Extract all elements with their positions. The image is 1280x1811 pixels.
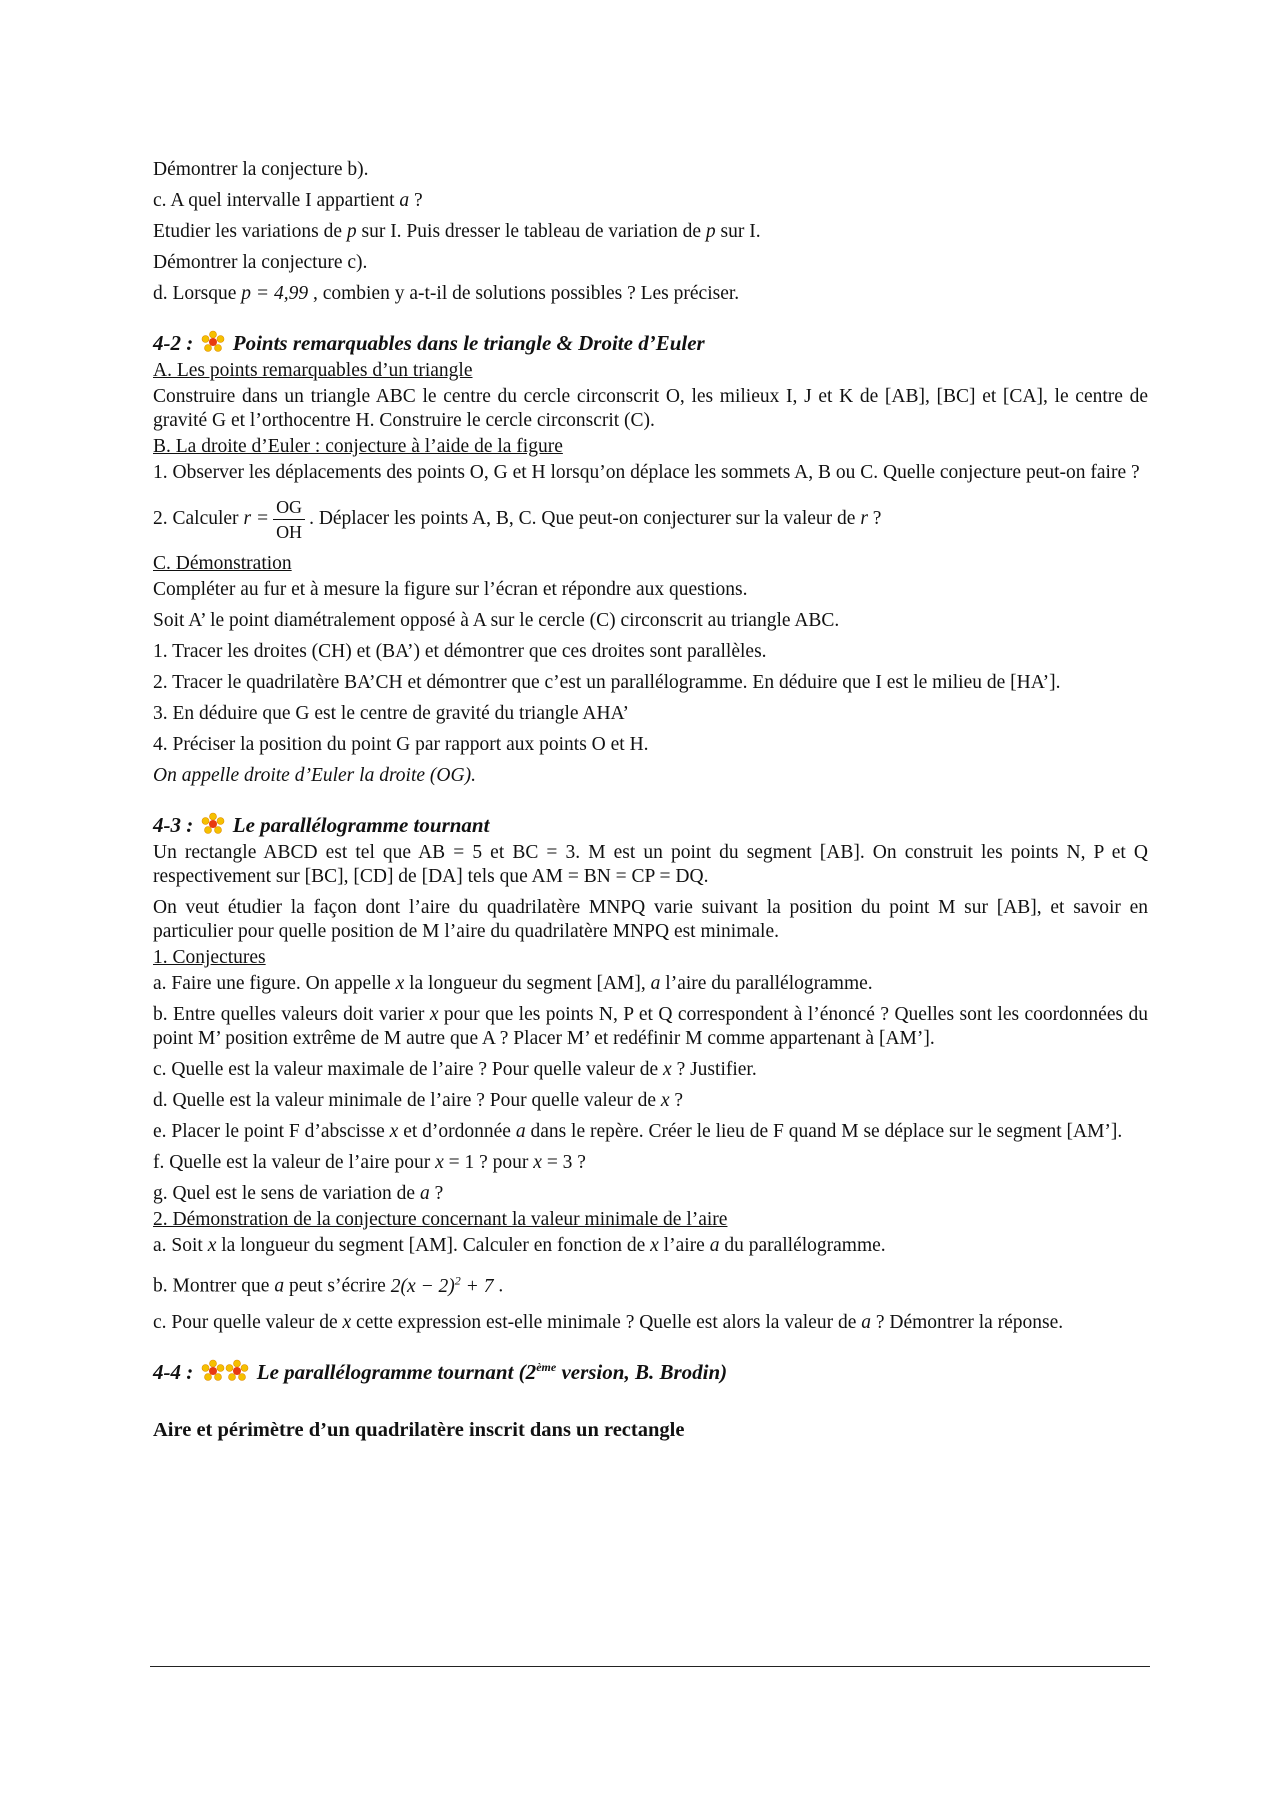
flower-icon [201, 1359, 225, 1383]
section-c-line-6: 4. Préciser la position du point G par rapport aux points O et H. [153, 734, 649, 755]
s43-paragraph-2: On veut étudier la façon dont l’aire du quadrilatère MNPQ varie suivant la position du point M sur [AB], et savoir en particulier pour quelle position de M l’aire du quadrilatère MNPQ est minimale. [153, 897, 1148, 942]
demo-item-b: b. Montrer que a peut s’écrire $2(x - 2)^2 + 7$ . [153, 1273, 504, 1297]
section-c-line-5: 3. En déduire que G est le centre de gravité du triangle AHA’ [153, 703, 629, 724]
fraction-og-oh: $\frac{OG}{OH}$ [273, 495, 305, 544]
section-c-line-1: Compléter au fur et à mesure la figure sur l’écran et répondre aux questions. [153, 579, 748, 600]
conjectures-title: 1. Conjectures [153, 947, 266, 968]
demo-item-a: a. Soit x la longueur du segment [AM]. Calculer en fonction de x l’aire a du parallélogramme. [153, 1235, 886, 1256]
section-c-line-3: 1. Tracer les droites (CH) et (BA’) et démontrer que ces droites sont parallèles. [153, 641, 767, 662]
flower-icon [201, 812, 225, 836]
document-page [153, 158, 1148, 1449]
section-a-text: Construire dans un triangle ABC le centre du cercle circonscrit O, les milieux I, J et K de [AB], [BC] et [CA], le centre de gravité G et l’orthocentre H. Construire le cercle circonscrit (C). [153, 386, 1148, 431]
conj-item-g: g. Quel est le sens de variation de a ? [153, 1183, 444, 1204]
demo-item-c: c. Pour quelle valeur de x cette expression est-elle minimale ? Quelle est alors la valeur de a ? Démontrer la réponse. [153, 1311, 1064, 1333]
top-line-4: Démontrer la conjecture c). [153, 252, 368, 273]
formula-p: p = 4,99 [241, 283, 309, 304]
top-line-5: d. Lorsque p = 4,99 , combien y a-t-il de solutions possibles ? Les préciser. [153, 283, 740, 304]
s43-paragraph-1: Un rectangle ABCD est tel que AB = 5 et BC = 3. M est un point du segment [AB]. On construit les points N, P et Q respectivement sur [BC], [CD] de [DA] tels que AM = BN = CP = DQ. [153, 842, 1148, 887]
section-b-item-2: 2. Calculer r = $\frac{OG}{OH}$ . Déplacer les points A, B, C. Que peut-on conjecturer sur la valeur de r ? [153, 497, 882, 542]
top-line-3: Etudier les variations de p sur I. Puis dresser le tableau de variation de p sur I. [153, 221, 761, 242]
section-a-title: A. Les points remarquables d’un triangle [153, 360, 473, 381]
section-c-title: C. Démonstration [153, 553, 292, 574]
section-4-4-heading: 4-4 : Le parallélogramme tournant (2ème version, B. Brodin) [153, 1359, 728, 1384]
conj-item-d: d. Quelle est la valeur minimale de l’aire ? Pour quelle valeur de x ? [153, 1090, 684, 1111]
flower-icon [201, 330, 225, 354]
top-line-2: c. A quel intervalle I appartient a ? [153, 190, 423, 211]
flower-icon [225, 1359, 249, 1383]
section-b-title: B. La droite d’Euler : conjecture à l’aide de la figure [153, 436, 563, 457]
conj-item-b: b. Entre quelles valeurs doit varier x pour que les points N, P et Q correspondent à l’énoncé ? Quelles sont les coordonnées du point M’ position extrême de M autre que A ? Placer M’ et redéfinir M comme appartenant à [AM’]. [153, 1004, 1148, 1049]
conj-item-e: e. Placer le point F d’abscisse x et d’ordonnée a dans le repère. Créer le lieu de F quand M se déplace sur le segment [AM’]. [153, 1121, 1123, 1142]
demo-title: 2. Démonstration de la conjecture concernant la valeur minimale de l’aire [153, 1209, 728, 1230]
bottom-rule [150, 1666, 1150, 1667]
section-b-item-1: 1. Observer les déplacements des points O, G et H lorsqu’on déplace les sommets A, B ou C. Quelle conjecture peut-on faire ? [153, 462, 1140, 483]
section-c-line-7: On appelle droite d’Euler la droite (OG). [153, 765, 476, 786]
conj-item-a: a. Faire une figure. On appelle x la longueur du segment [AM], a l’aire du parallélogramme. [153, 973, 873, 994]
formula-area: $2(x - 2)^2 + 7$ [390, 1273, 494, 1297]
conj-item-c: c. Quelle est la valeur maximale de l’aire ? Pour quelle valeur de x ? Justifier. [153, 1059, 757, 1080]
section-c-line-2: Soit A’ le point diamétralement opposé à A sur le cercle (C) circonscrit au triangle ABC. [153, 610, 840, 631]
section-c-line-4: 2. Tracer le quadrilatère BA’CH et démontrer que c’est un parallélogramme. En déduire que I est le milieu de [HA’]. [153, 672, 1061, 693]
section-4-3-heading: 4-3 : Le parallélogramme tournant [153, 813, 490, 837]
conj-item-f: f. Quelle est la valeur de l’aire pour x = 1 ? pour x = 3 ? [153, 1152, 586, 1173]
top-line-1: Démontrer la conjecture b). [153, 159, 369, 180]
section-4-4-subtitle: Aire et périmètre d’un quadrilatère inscrit dans un rectangle [153, 1418, 685, 1441]
section-4-2-heading: 4-2 : Points remarquables dans le triangle & Droite d’Euler [153, 331, 705, 355]
